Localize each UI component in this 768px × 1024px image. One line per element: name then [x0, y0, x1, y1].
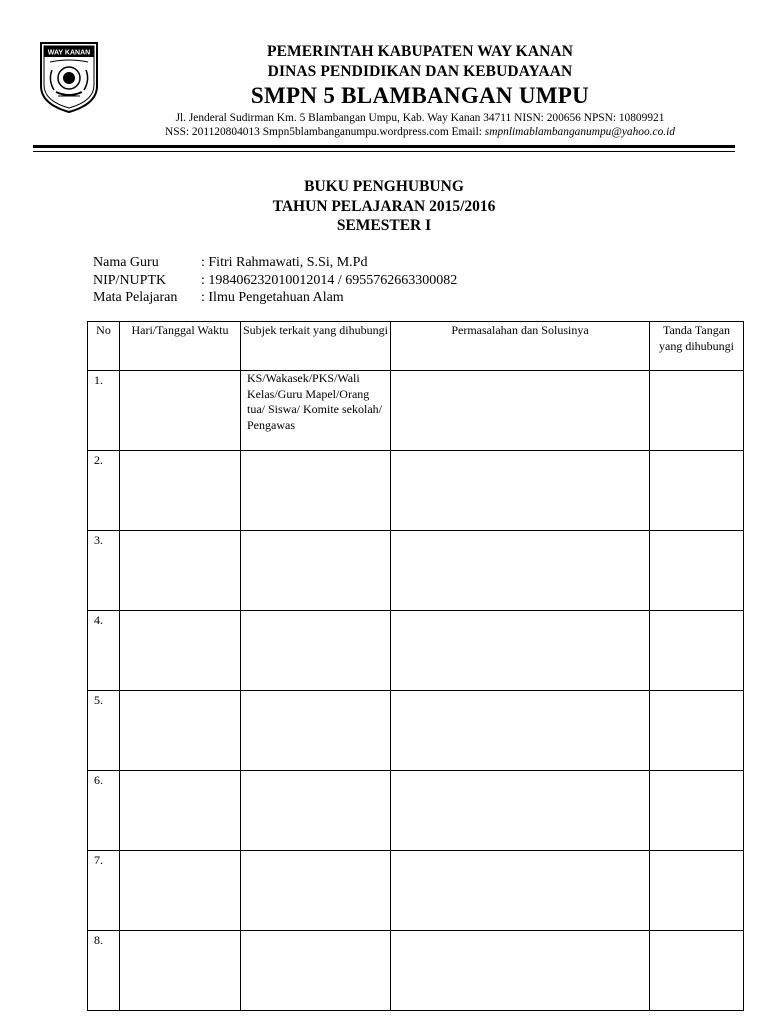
table-row [88, 931, 744, 1011]
info-value: : 198406232010012014 / 6955762663300082 [201, 272, 458, 288]
teacher-info [93, 254, 457, 307]
table-row [88, 531, 744, 611]
title-line-3: SEMESTER I [336, 217, 432, 234]
problem-cell [391, 931, 650, 1011]
row-number: 5. [88, 691, 120, 771]
info-row [93, 254, 457, 272]
school-name: SMPN 5 BLAMBANGAN UMPU [250, 83, 590, 108]
header-subject: Subjek terkait yang dihubungi [241, 322, 391, 371]
title-line-1: BUKU PENGHUBUNG [304, 178, 464, 195]
signature-cell [650, 451, 744, 531]
department-name: DINAS PENDIDIKAN DAN KEBUDAYAAN [267, 63, 573, 80]
subject-cell [241, 451, 391, 531]
date-cell [120, 691, 241, 771]
date-cell [120, 371, 241, 451]
table-row [88, 691, 744, 771]
subject-cell [241, 931, 391, 1011]
signature-cell [650, 931, 744, 1011]
signature-cell [650, 611, 744, 691]
table-row [88, 771, 744, 851]
problem-cell [391, 771, 650, 851]
info-row [93, 272, 457, 290]
info-value: : Ilmu Pengetahuan Alam [201, 290, 344, 305]
table-row [88, 851, 744, 931]
title-line-2: TAHUN PELAJARAN 2015/2016 [272, 197, 496, 215]
date-cell [120, 451, 241, 531]
way-kanan-emblem-icon [38, 40, 100, 114]
contact-log-table [87, 321, 744, 1011]
school-email: smpnlimablambanganumpu@yahoo.co.id [484, 126, 675, 138]
header-signature: Tanda Tangan yang dihubungi [650, 322, 744, 371]
signature-cell [650, 531, 744, 611]
table-row [88, 611, 744, 691]
table-header-row [88, 322, 744, 371]
row-number: 4. [88, 611, 120, 691]
problem-cell [391, 611, 650, 691]
info-row [93, 289, 457, 307]
school-contact [100, 125, 740, 139]
signature-cell [650, 771, 744, 851]
subject-cell [241, 691, 391, 771]
signature-cell [650, 691, 744, 771]
date-cell [120, 531, 241, 611]
date-cell [120, 611, 241, 691]
row-number: 3. [88, 531, 120, 611]
problem-cell [391, 451, 650, 531]
letterhead [100, 42, 740, 139]
school-logo [38, 40, 100, 114]
logo-text: WAY KANAN [47, 49, 91, 57]
government-name: PEMERINTAH KABUPATEN WAY KANAN [267, 43, 573, 60]
info-label: Nama Guru [93, 255, 159, 270]
info-label: Mata Pelajaran [93, 290, 178, 305]
header-no: No [88, 322, 120, 371]
header-date: Hari/Tanggal Waktu [120, 322, 241, 371]
header-problem-solution: Permasalahan dan Solusinya [391, 322, 650, 371]
date-cell [120, 771, 241, 851]
subject-cell [241, 771, 391, 851]
date-cell [120, 851, 241, 931]
subject-cell [241, 611, 391, 691]
info-label: NIP/NUPTK [93, 272, 167, 288]
school-address: Jl. Jenderal Sudirman Km. 5 Blambangan Umpu, Kab. Way Kanan 34711 NISN: 200656 NPSN: 10809921 [175, 112, 665, 124]
row-number: 6. [88, 771, 120, 851]
letterhead-rule-thin [33, 151, 735, 152]
info-value: : Fitri Rahmawati, S.Si, M.Pd [201, 255, 368, 270]
table-row [88, 371, 744, 451]
letterhead-rule-thick [33, 145, 735, 148]
signature-cell [650, 371, 744, 451]
row-number: 2. [88, 451, 120, 531]
row-number: 1. [88, 371, 120, 451]
row-number: 7. [88, 851, 120, 931]
problem-cell [391, 691, 650, 771]
problem-cell [391, 851, 650, 931]
subject-cell [241, 851, 391, 931]
problem-cell [391, 371, 650, 451]
contact-prefix: NSS: 201120804013 Smpn5blambanganumpu.wordpress.com Email: [165, 126, 485, 138]
table-row [88, 451, 744, 531]
date-cell [120, 931, 241, 1011]
signature-cell [650, 851, 744, 931]
document-title [0, 177, 768, 236]
problem-cell [391, 531, 650, 611]
row-number: 8. [88, 931, 120, 1011]
subject-cell [241, 531, 391, 611]
subject-cell: KS/Wakasek/PKS/Wali Kelas/Guru Mapel/Orang tua/ Siswa/ Komite sekolah/ Pengawas [241, 371, 391, 451]
